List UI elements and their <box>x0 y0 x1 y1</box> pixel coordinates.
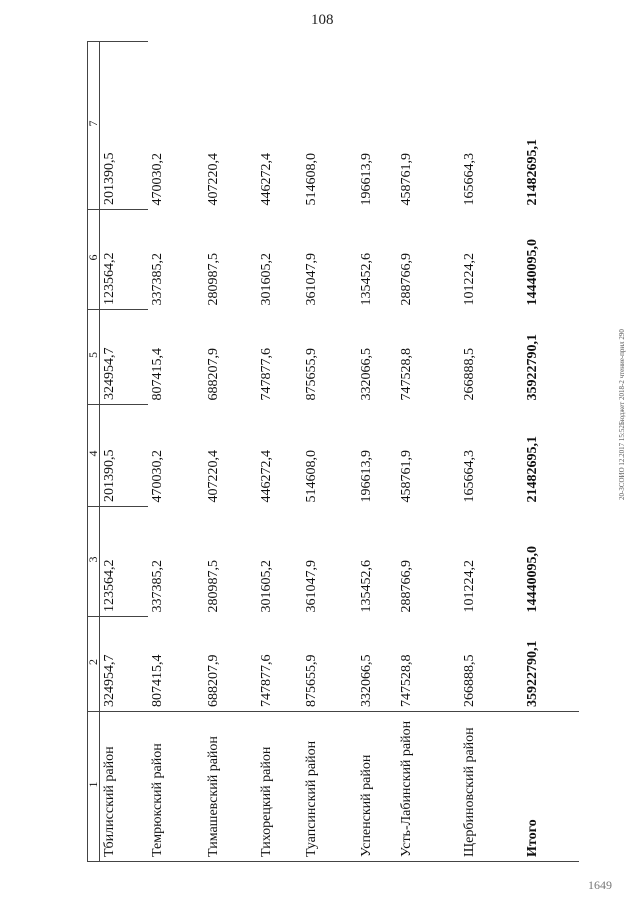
table-row <box>148 42 204 862</box>
district-name: Щербиновский район <box>460 712 523 862</box>
district-name: Тимашевский район <box>204 712 257 862</box>
value-cell: 337385,2 <box>149 253 165 306</box>
table-row <box>460 42 523 862</box>
value-cell: 301605,2 <box>258 253 274 306</box>
district-name: Усть-Лабинский район <box>397 712 460 862</box>
value-cell: 332066,5 <box>358 348 374 401</box>
value-cell: 135452,6 <box>358 560 374 613</box>
value-cell: 514608,0 <box>303 153 319 206</box>
district-name: Тбилисский район <box>100 712 148 862</box>
value-cell: 875655,9 <box>303 348 319 401</box>
district-name: Темрюкский район <box>148 712 204 862</box>
table-row <box>100 42 148 862</box>
value-cell: 361047,9 <box>303 560 319 613</box>
value-cell: 458761,9 <box>398 153 414 206</box>
value-cell: 446272,4 <box>258 153 274 206</box>
total-cell: 35922790,1 <box>523 617 579 712</box>
total-row <box>523 42 579 862</box>
value-cell: 688207,9 <box>205 348 221 401</box>
value-cell: 337385,2 <box>149 560 165 613</box>
value-cell: 280987,5 <box>205 253 221 306</box>
value-cell: 807415,4 <box>148 617 204 712</box>
value-cell: 747877,6 <box>258 348 274 401</box>
value-cell: 201390,5 <box>100 42 148 210</box>
rotated-table-container <box>87 42 592 862</box>
value-cell: 196613,9 <box>358 153 374 206</box>
value-cell: 407220,4 <box>205 153 221 206</box>
total-cell: 35922790,1 <box>524 334 540 401</box>
header-col-2: 2 <box>88 617 100 712</box>
footer-number: 1649 <box>588 878 612 892</box>
table-row <box>257 42 302 862</box>
header-row <box>88 42 100 862</box>
header-col-3: 3 <box>88 507 100 617</box>
value-cell: 301605,2 <box>258 560 274 613</box>
page-number: 108 <box>311 12 334 28</box>
value-cell: 101224,2 <box>461 560 477 613</box>
total-label: Итого <box>523 712 579 862</box>
value-cell: 165664,3 <box>461 450 477 503</box>
value-cell: 101224,2 <box>461 253 477 306</box>
table-row <box>357 42 397 862</box>
district-name: Успенский район <box>357 712 397 862</box>
value-cell: 407220,4 <box>205 450 221 503</box>
header-col-6: 6 <box>88 210 100 310</box>
value-cell: 514608,0 <box>303 450 319 503</box>
total-cell: 21482695,1 <box>524 436 540 503</box>
header-col-4: 4 <box>88 405 100 507</box>
total-cell: 21482695,1 <box>524 139 540 206</box>
value-cell: 266888,5 <box>461 348 477 401</box>
value-cell: 458761,9 <box>398 450 414 503</box>
side-note: 20-ЗСОИО 12.2017 15:52Бюджет 2018-2 чтение-прил 290 <box>618 329 626 500</box>
table-row <box>302 42 357 862</box>
value-cell: 747877,6 <box>257 617 302 712</box>
total-cell: 14440095,0 <box>524 239 540 306</box>
value-cell: 361047,9 <box>303 253 319 306</box>
value-cell: 688207,9 <box>204 617 257 712</box>
value-cell: 747528,8 <box>397 617 460 712</box>
value-cell: 470030,2 <box>149 450 165 503</box>
header-col-7: 7 <box>88 42 100 210</box>
table-row <box>204 42 257 862</box>
value-cell: 324954,7 <box>100 310 148 405</box>
value-cell: 266888,5 <box>460 617 523 712</box>
value-cell: 807415,4 <box>149 348 165 401</box>
table-row <box>397 42 460 862</box>
header-col-5: 5 <box>88 310 100 405</box>
budget-table <box>87 41 579 862</box>
value-cell: 332066,5 <box>357 617 397 712</box>
value-cell: 875655,9 <box>302 617 357 712</box>
value-cell: 135452,6 <box>358 253 374 306</box>
value-cell: 201390,5 <box>100 405 148 507</box>
value-cell: 446272,4 <box>258 450 274 503</box>
value-cell: 288766,9 <box>398 253 414 306</box>
header-col-1: 1 <box>88 712 100 862</box>
value-cell: 280987,5 <box>205 560 221 613</box>
value-cell: 123564,2 <box>100 210 148 310</box>
value-cell: 123564,2 <box>100 507 148 617</box>
district-name: Туапсинский район <box>302 712 357 862</box>
value-cell: 324954,7 <box>100 617 148 712</box>
value-cell: 288766,9 <box>398 560 414 613</box>
value-cell: 165664,3 <box>461 153 477 206</box>
value-cell: 747528,8 <box>398 348 414 401</box>
district-name: Тихорецкий район <box>257 712 302 862</box>
value-cell: 470030,2 <box>149 153 165 206</box>
total-cell: 14440095,0 <box>524 546 540 613</box>
value-cell: 196613,9 <box>358 450 374 503</box>
